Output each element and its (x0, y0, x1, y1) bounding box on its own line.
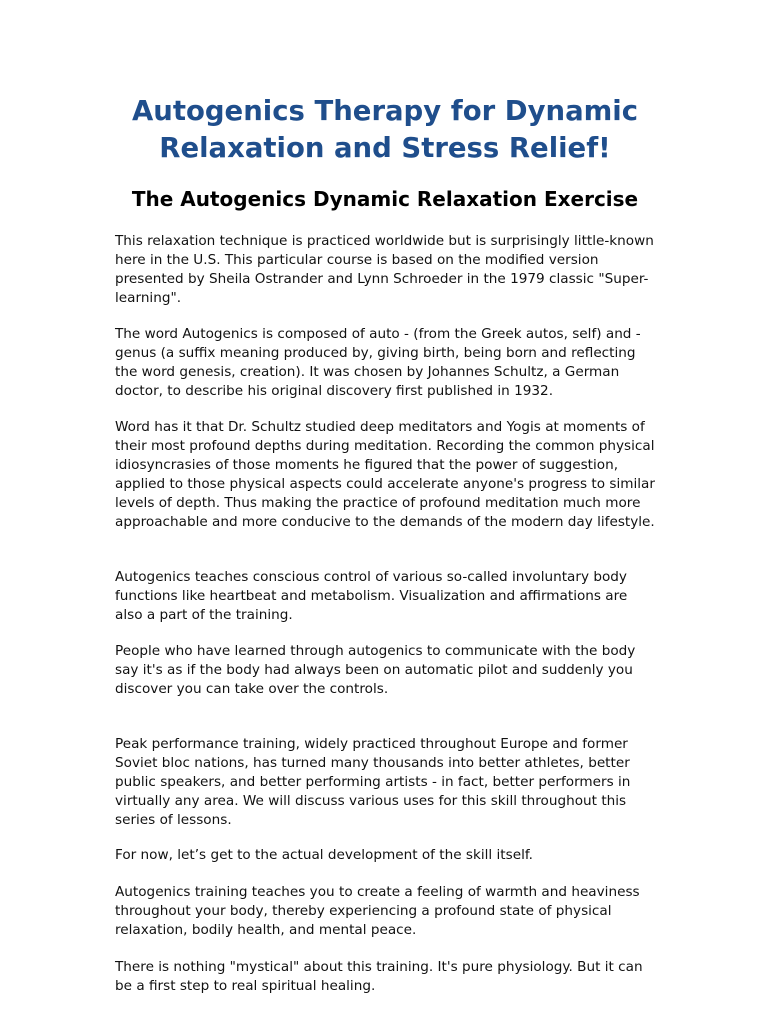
paragraph-intro: This relaxation technique is practiced worldwide but is surprisingly little-known here in the U.S. This particular course is based on the modified version presented by Sheila Ostrander and Lynn Schroeder in the 1979 classic "Super-learning". (115, 233, 654, 306)
paragraph-etymology: The word Autogenics is composed of auto - (from the Greek autos, self) and -genus (a suffix meaning produced by, giving birth, being born and reflecting the word genesis, creation). It was chosen by Johannes Schultz, a German doctor, to describe his original discovery first published in 1932. (115, 326, 641, 399)
paragraph-peak-performance: Peak performance training, widely practiced throughout Europe and former Soviet bloc nations, has turned many thousands into better athletes, better public speakers, and better performing artists - in fact, better performers in virtually any area. We will discuss various uses for this skill throughout this series of lessons. (115, 736, 631, 828)
paragraph-warmth-heaviness: Autogenics training teaches you to create a feeling of warmth and heaviness throughout your body, thereby experiencing a profound state of physical relaxation, bodily health, and mental peace. (115, 884, 640, 938)
paragraph-physiology: There is nothing "mystical" about this training. It's pure physiology. But it can be a first step to real spiritual healing. (115, 959, 643, 994)
paragraph-automatic-pilot: People who have learned through autogenics to communicate with the body say it's as if the body had always been on automatic pilot and suddenly you discover you can take over the controls. (115, 643, 636, 697)
paragraph-conscious-control: Autogenics teaches conscious control of various so-called involuntary body functions like heartbeat and metabolism. Visualization and affirmations are also a part of the training. (115, 569, 628, 623)
page-title: Autogenics Therapy for Dynamic Relaxation and Stress Relief! (131, 95, 639, 164)
paragraph-development: For now, let’s get to the actual development of the skill itself. (115, 847, 533, 863)
paragraph-schultz-research: Word has it that Dr. Schultz studied deep meditators and Yogis at moments of their most profound depths during meditation. Recording the common physical idiosyncrasies of those moments he figured that the power of suggestion, applied to those physical aspects could accelerate anyone's progress to similar levels of depth. Thus making the practice of profound meditation much more approachable and more conducive to the demands of the modern day lifestyle. (115, 419, 655, 530)
section-heading: The Autogenics Dynamic Relaxation Exercise (131, 187, 639, 211)
